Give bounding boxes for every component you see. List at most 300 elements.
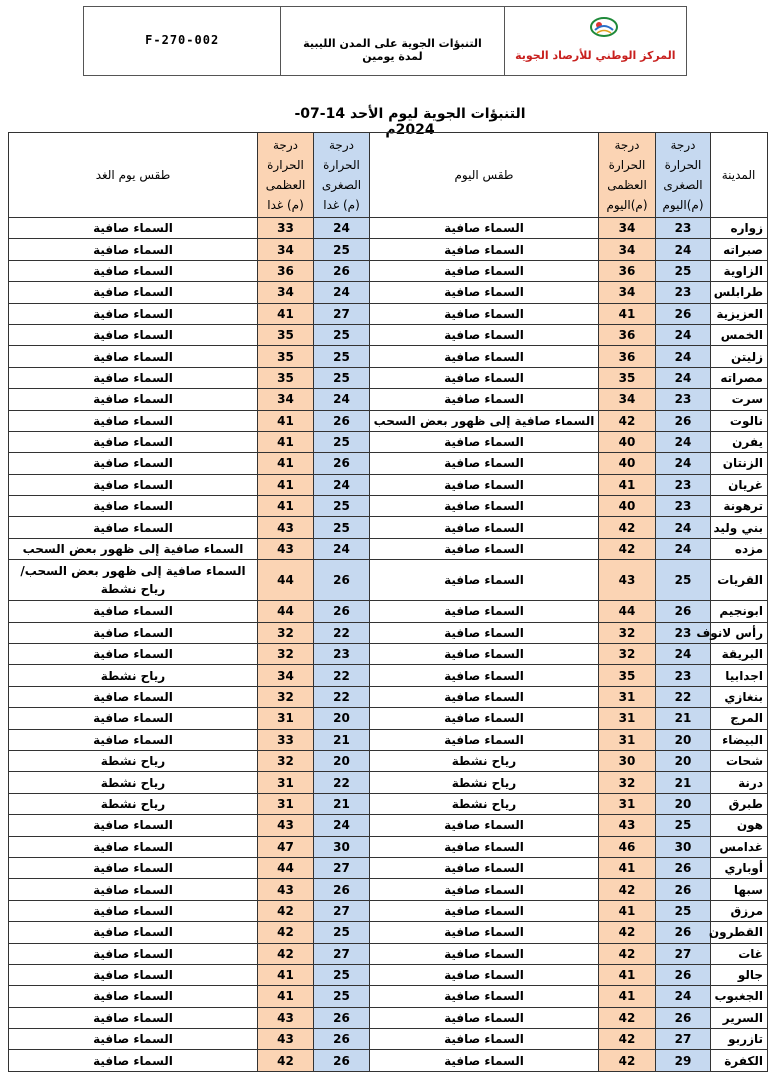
weather-tomorrow-cell: السماء صافية [9,644,258,665]
city-cell: بني وليد [711,517,768,538]
weather-today-cell: السماء صافية [370,836,599,857]
weather-tomorrow-cell: السماء صافية [9,453,258,474]
city-cell: أوباري [711,857,768,878]
weather-today-cell: السماء صافية [370,729,599,750]
tmin-today-cell: 25 [656,260,711,281]
organization-name: المركز الوطني للأرصاد الجوية [515,49,676,62]
tmax-tomorrow-cell: 43 [258,538,314,559]
forecast-table [8,132,768,1072]
city-cell: ترهونة [711,496,768,517]
weather-today-cell: السماء صافية [370,389,599,410]
tmax-tomorrow-cell: 34 [258,389,314,410]
tmin-today-cell: 26 [656,1007,711,1028]
tmin-today-cell: 23 [656,474,711,495]
city-cell: المرج [711,708,768,729]
tmax-today-cell: 42 [599,879,656,900]
tmin-tomorrow-cell: 25 [314,431,370,452]
city-cell: غدامس [711,836,768,857]
table-row [9,857,768,878]
tmin-today-cell: 26 [656,303,711,324]
table-row [9,793,768,814]
tmin-tomorrow-cell: 27 [314,303,370,324]
weather-tomorrow-cell: السماء صافية [9,708,258,729]
weather-tomorrow-cell: السماء صافية [9,517,258,538]
weather-today-cell: رياح نشطة [370,793,599,814]
table-row [9,282,768,303]
table-row [9,964,768,985]
tmax-today-cell: 40 [599,453,656,474]
weather-tomorrow-cell: السماء صافية [9,218,258,239]
tmax-today-cell: 36 [599,260,656,281]
tmin-tomorrow-cell: 30 [314,836,370,857]
tmin-tomorrow-cell: 25 [314,517,370,538]
weather-tomorrow-cell: السماء صافية إلى ظهور بعض السحب [9,538,258,559]
weather-tomorrow-cell: السماء صافية [9,622,258,643]
tmax-today-cell: 34 [599,218,656,239]
tmin-tomorrow-cell: 26 [314,560,370,601]
table-row [9,815,768,836]
tmin-today-cell: 29 [656,1050,711,1071]
tmin-today-cell: 25 [656,815,711,836]
tmin-tomorrow-cell: 26 [314,260,370,281]
weather-today-cell: السماء صافية [370,815,599,836]
table-row [9,665,768,686]
weather-tomorrow-cell: السماء صافية [9,922,258,943]
tmax-tomorrow-cell: 32 [258,644,314,665]
table-row [9,260,768,281]
weather-today-cell: السماء صافية [370,644,599,665]
tmin-today-cell: 24 [656,324,711,345]
tmin-tomorrow-cell: 20 [314,708,370,729]
weather-today-cell: السماء صافية [370,517,599,538]
tmax-today-cell: 34 [599,282,656,303]
weather-today-cell: السماء صافية [370,1029,599,1050]
weather-tomorrow-cell: السماء صافية [9,346,258,367]
table-row [9,986,768,1007]
tmin-tomorrow-cell: 26 [314,453,370,474]
table-row [9,474,768,495]
meteorology-logo-icon [589,16,619,38]
city-cell: طرابلس [711,282,768,303]
tmin-today-cell: 27 [656,1029,711,1050]
weather-today-cell: السماء صافية [370,282,599,303]
table-row [9,346,768,367]
weather-tomorrow-cell: السماء صافية [9,282,258,303]
weather-today-cell: رياح نشطة [370,750,599,771]
tmin-today-cell: 30 [656,836,711,857]
city-cell: تازربو [711,1029,768,1050]
weather-today-cell: السماء صافية [370,922,599,943]
table-row [9,218,768,239]
tmin-today-cell: 24 [656,431,711,452]
table-row [9,879,768,900]
city-cell: بنغازي [711,686,768,707]
table-row [9,622,768,643]
weather-today-cell: السماء صافية [370,665,599,686]
weather-tomorrow-cell: السماء صافية [9,367,258,388]
tmax-tomorrow-cell: 44 [258,857,314,878]
tmax-tomorrow-cell: 42 [258,900,314,921]
tmin-today-cell: 24 [656,517,711,538]
tmax-today-cell: 31 [599,729,656,750]
weather-today-cell: السماء صافية [370,1007,599,1028]
table-row [9,496,768,517]
weather-today-cell: السماء صافية [370,346,599,367]
tmax-today-cell: 42 [599,410,656,431]
city-cell: شحات [711,750,768,771]
weather-today-cell: السماء صافية [370,708,599,729]
weather-tomorrow-cell: السماء صافية [9,686,258,707]
tmin-today-cell: 23 [656,218,711,239]
city-cell: مرزق [711,900,768,921]
page-title: التنبؤات الجوية ليوم الأحد 14-07-2024م [294,106,526,138]
tmax-today-cell: 44 [599,601,656,622]
weather-tomorrow-cell: السماء صافية [9,260,258,281]
tmin-tomorrow-cell: 22 [314,622,370,643]
tmax-tomorrow-cell: 31 [258,708,314,729]
tmax-today-cell: 42 [599,943,656,964]
tmax-tomorrow-cell: 43 [258,879,314,900]
weather-tomorrow-cell: السماء صافية [9,389,258,410]
weather-tomorrow-cell: السماء صافية [9,324,258,345]
document-subject [281,7,504,75]
weather-tomorrow-cell: السماء صافية [9,303,258,324]
city-cell: سرت [711,389,768,410]
weather-tomorrow-cell: السماء صافية [9,474,258,495]
tmax-today-cell: 43 [599,815,656,836]
tmin-tomorrow-cell: 26 [314,410,370,431]
weather-today-cell: السماء صافية [370,453,599,474]
tmin-tomorrow-cell: 27 [314,857,370,878]
tmin-tomorrow-cell: 24 [314,389,370,410]
tmax-today-cell: 41 [599,474,656,495]
city-cell: سبها [711,879,768,900]
tmax-today-cell: 41 [599,900,656,921]
weather-tomorrow-cell: السماء صافية [9,496,258,517]
tmin-today-cell: 24 [656,239,711,260]
tmin-today-cell: 23 [656,496,711,517]
col-header-city: المدينة [711,133,768,218]
weather-tomorrow-cell: السماء صافية [9,410,258,431]
city-cell: الخمس [711,324,768,345]
tmax-tomorrow-cell: 35 [258,346,314,367]
tmin-today-cell: 23 [656,622,711,643]
col-header-tmin-tomorrow: درجة الحرارة الصغرى (م) غدا [314,133,370,218]
tmax-tomorrow-cell: 42 [258,943,314,964]
col-header-tmax-tomorrow: درجة الحرارة العظمى (م) غدا [258,133,314,218]
col-header-tmax-today: درجة الحرارة العظمى (م)اليوم [599,133,656,218]
tmin-tomorrow-cell: 24 [314,815,370,836]
tmin-today-cell: 26 [656,410,711,431]
tmax-today-cell: 31 [599,686,656,707]
tmax-today-cell: 32 [599,772,656,793]
tmax-today-cell: 42 [599,1050,656,1071]
tmin-tomorrow-cell: 26 [314,1029,370,1050]
tmin-today-cell: 22 [656,686,711,707]
tmin-today-cell: 26 [656,964,711,985]
city-cell: الكفرة [711,1050,768,1071]
weather-tomorrow-cell: السماء صافية إلى ظهور بعض السحب/رياح نشطة [9,560,258,601]
weather-today-cell: السماء صافية [370,964,599,985]
tmin-today-cell: 23 [656,282,711,303]
tmax-tomorrow-cell: 43 [258,1029,314,1050]
tmax-today-cell: 41 [599,857,656,878]
table-row [9,686,768,707]
tmin-tomorrow-cell: 25 [314,986,370,1007]
tmax-tomorrow-cell: 41 [258,986,314,1007]
tmin-today-cell: 20 [656,729,711,750]
tmin-today-cell: 25 [656,560,711,601]
tmin-today-cell: 24 [656,644,711,665]
weather-today-cell: السماء صافية [370,303,599,324]
tmax-today-cell: 30 [599,750,656,771]
tmin-today-cell: 23 [656,389,711,410]
tmin-tomorrow-cell: 21 [314,793,370,814]
tmax-today-cell: 35 [599,367,656,388]
tmax-tomorrow-cell: 32 [258,686,314,707]
weather-today-cell: السماء صافية [370,686,599,707]
table-row [9,410,768,431]
tmin-tomorrow-cell: 20 [314,750,370,771]
tmin-today-cell: 20 [656,750,711,771]
weather-tomorrow-cell: السماء صافية [9,879,258,900]
table-row [9,836,768,857]
tmax-tomorrow-cell: 42 [258,922,314,943]
weather-tomorrow-cell: السماء صافية [9,601,258,622]
tmax-tomorrow-cell: 33 [258,729,314,750]
city-cell: العزيزية [711,303,768,324]
weather-tomorrow-cell: السماء صافية [9,1007,258,1028]
city-cell: البيضاء [711,729,768,750]
tmin-tomorrow-cell: 26 [314,879,370,900]
tmin-today-cell: 26 [656,922,711,943]
weather-tomorrow-cell: رياح نشطة [9,665,258,686]
table-row [9,560,768,601]
city-cell: غات [711,943,768,964]
city-cell: الجغبوب [711,986,768,1007]
weather-tomorrow-cell: السماء صافية [9,857,258,878]
tmax-today-cell: 41 [599,303,656,324]
tmin-tomorrow-cell: 26 [314,601,370,622]
weather-today-cell: السماء صافية [370,879,599,900]
tmin-today-cell: 21 [656,772,711,793]
city-cell: هون [711,815,768,836]
table-row [9,750,768,771]
weather-tomorrow-cell: السماء صافية [9,815,258,836]
weather-today-cell: السماء صافية [370,496,599,517]
tmax-tomorrow-cell: 43 [258,517,314,538]
table-row [9,324,768,345]
tmax-today-cell: 32 [599,622,656,643]
tmin-today-cell: 24 [656,367,711,388]
tmin-tomorrow-cell: 25 [314,367,370,388]
city-cell: السرير [711,1007,768,1028]
weather-today-cell: السماء صافية [370,1050,599,1071]
weather-tomorrow-cell: رياح نشطة [9,750,258,771]
weather-today-cell: السماء صافية [370,218,599,239]
tmax-tomorrow-cell: 41 [258,453,314,474]
tmax-today-cell: 32 [599,644,656,665]
tmin-tomorrow-cell: 22 [314,772,370,793]
tmax-tomorrow-cell: 31 [258,772,314,793]
tmax-tomorrow-cell: 35 [258,367,314,388]
tmax-tomorrow-cell: 33 [258,218,314,239]
city-cell: اجدابيا [711,665,768,686]
weather-today-cell: السماء صافية [370,857,599,878]
city-cell: مزده [711,538,768,559]
city-cell: طبرق [711,793,768,814]
table-row [9,538,768,559]
tmin-today-cell: 23 [656,665,711,686]
tmax-today-cell: 43 [599,560,656,601]
weather-today-cell: السماء صافية [370,986,599,1007]
weather-today-cell: رياح نشطة [370,772,599,793]
table-row [9,922,768,943]
tmin-today-cell: 26 [656,879,711,900]
city-cell: نالوت [711,410,768,431]
table-row [9,431,768,452]
weather-today-cell: السماء صافية [370,474,599,495]
city-cell: القطرون [711,922,768,943]
weather-tomorrow-cell: رياح نشطة [9,772,258,793]
weather-tomorrow-cell: السماء صافية [9,729,258,750]
tmin-tomorrow-cell: 25 [314,346,370,367]
weather-today-cell: السماء صافية [370,239,599,260]
tmin-tomorrow-cell: 23 [314,644,370,665]
weather-tomorrow-cell: السماء صافية [9,836,258,857]
city-cell: ابونجيم [711,601,768,622]
tmax-tomorrow-cell: 42 [258,1050,314,1071]
table-row [9,367,768,388]
city-cell: صبراته [711,239,768,260]
table-row [9,1050,768,1071]
tmax-today-cell: 40 [599,496,656,517]
tmax-tomorrow-cell: 31 [258,793,314,814]
city-cell: جالو [711,964,768,985]
weather-tomorrow-cell: السماء صافية [9,1029,258,1050]
tmin-tomorrow-cell: 26 [314,1007,370,1028]
tmax-today-cell: 41 [599,964,656,985]
weather-today-cell: السماء صافية [370,367,599,388]
tmax-tomorrow-cell: 41 [258,496,314,517]
col-header-weather-tomorrow: طقس يوم الغد [9,133,258,218]
table-row [9,644,768,665]
tmax-tomorrow-cell: 44 [258,601,314,622]
tmax-today-cell: 36 [599,346,656,367]
subject-line-1: التنبؤات الجوية على المدن الليبية [303,37,482,50]
tmin-today-cell: 27 [656,943,711,964]
city-cell: درنة [711,772,768,793]
col-header-tmin-today: درجة الحرارة الصغرى (م)اليوم [656,133,711,218]
city-cell: الزنتان [711,453,768,474]
weather-today-cell: السماء صافية [370,538,599,559]
weather-today-cell: السماء صافية [370,324,599,345]
weather-tomorrow-cell: السماء صافية [9,943,258,964]
tmax-today-cell: 42 [599,922,656,943]
tmin-tomorrow-cell: 25 [314,239,370,260]
city-cell: غريان [711,474,768,495]
weather-tomorrow-cell: السماء صافية [9,986,258,1007]
tmin-today-cell: 21 [656,708,711,729]
tmax-today-cell: 42 [599,1029,656,1050]
tmin-tomorrow-cell: 21 [314,729,370,750]
subject-line-2: لمدة يومين [362,50,423,63]
table-row [9,729,768,750]
tmin-tomorrow-cell: 25 [314,324,370,345]
weather-today-cell: السماء صافية [370,431,599,452]
weather-tomorrow-cell: السماء صافية [9,239,258,260]
tmax-tomorrow-cell: 41 [258,431,314,452]
tmin-tomorrow-cell: 27 [314,900,370,921]
tmin-tomorrow-cell: 25 [314,922,370,943]
weather-today-cell: السماء صافية [370,601,599,622]
weather-tomorrow-cell: السماء صافية [9,964,258,985]
table-header-row [9,133,768,218]
tmin-tomorrow-cell: 25 [314,964,370,985]
tmin-today-cell: 24 [656,538,711,559]
tmin-today-cell: 24 [656,346,711,367]
table-row [9,517,768,538]
tmax-tomorrow-cell: 34 [258,239,314,260]
tmax-tomorrow-cell: 32 [258,622,314,643]
weather-tomorrow-cell: السماء صافية [9,900,258,921]
tmax-tomorrow-cell: 36 [258,260,314,281]
tmin-today-cell: 26 [656,857,711,878]
tmin-tomorrow-cell: 24 [314,538,370,559]
city-cell: البريقة [711,644,768,665]
tmax-today-cell: 42 [599,1007,656,1028]
tmax-tomorrow-cell: 41 [258,964,314,985]
weather-tomorrow-cell: رياح نشطة [9,793,258,814]
table-row [9,239,768,260]
tmin-today-cell: 24 [656,986,711,1007]
tmax-tomorrow-cell: 43 [258,1007,314,1028]
table-body [9,218,768,1072]
tmin-tomorrow-cell: 25 [314,496,370,517]
city-cell: يفرن [711,431,768,452]
tmax-tomorrow-cell: 35 [258,324,314,345]
weather-today-cell: السماء صافية [370,943,599,964]
city-cell: الزاوية [711,260,768,281]
tmax-tomorrow-cell: 44 [258,560,314,601]
table-row [9,708,768,729]
weather-tomorrow-cell: السماء صافية [9,1050,258,1071]
table-row [9,1007,768,1028]
city-cell: زليتن [711,346,768,367]
tmin-today-cell: 25 [656,900,711,921]
tmin-tomorrow-cell: 24 [314,282,370,303]
tmax-tomorrow-cell: 34 [258,282,314,303]
document-header [83,6,687,76]
weather-today-cell: السماء صافية [370,900,599,921]
weather-today-cell: السماء صافية إلى ظهور بعض السحب [370,410,599,431]
tmax-today-cell: 36 [599,324,656,345]
tmax-tomorrow-cell: 41 [258,474,314,495]
tmin-tomorrow-cell: 22 [314,686,370,707]
tmax-today-cell: 46 [599,836,656,857]
weather-today-cell: السماء صافية [370,260,599,281]
city-cell: القريات [711,560,768,601]
form-code: F-270-002 [84,7,281,75]
tmin-today-cell: 20 [656,793,711,814]
tmax-tomorrow-cell: 41 [258,303,314,324]
tmax-today-cell: 42 [599,538,656,559]
tmax-tomorrow-cell: 34 [258,665,314,686]
table-row [9,772,768,793]
tmax-today-cell: 42 [599,517,656,538]
table-row [9,1029,768,1050]
city-cell: رأس لانوف [711,622,768,643]
